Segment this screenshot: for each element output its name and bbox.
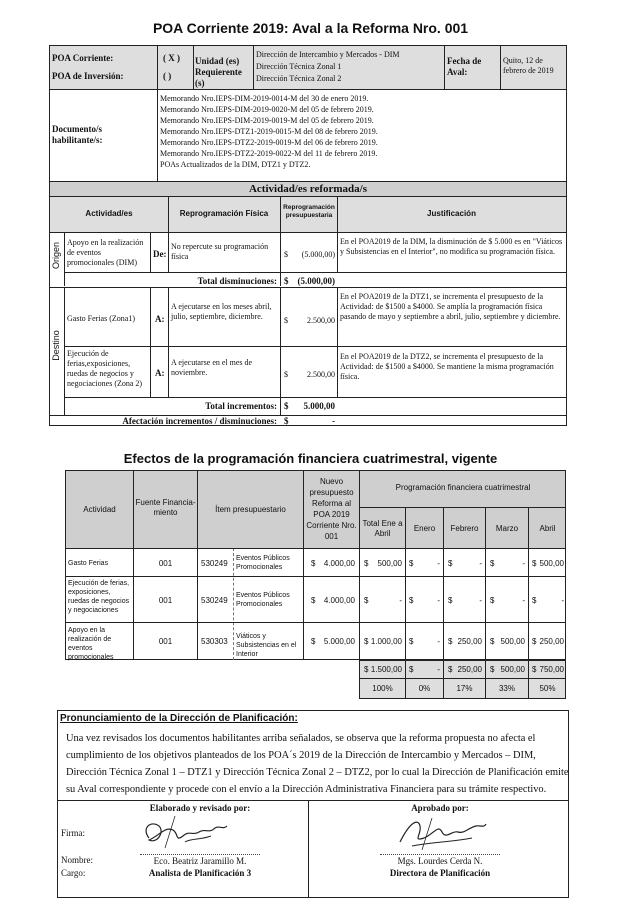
cell-currency: $ [364,637,369,646]
destino-fisica: A ejecutarse en los meses abril, julio, septiembre, diciembre. [171,302,272,321]
documento-line: Memorando Nro.IEPS-DIM-2019-0019-M del 05 de febrero 2019. [160,116,374,125]
total-marzo: 500,00 [500,665,525,674]
pronunciamiento-text [66,730,569,798]
cell-actividad: Ejecución de ferias, exposiciones, ruedas de negocios y negociaciones [68,580,130,614]
cell-total: 1.000,00 [370,637,402,646]
destino-tipo: A: [155,314,165,324]
total-abril: 750,00 [539,665,564,674]
total-febrero: 250,00 [457,665,482,674]
destino-fisica: A ejecutarse en el mes de noviembre. [171,358,253,377]
origen-fisica: No repercute su programación física [171,242,269,261]
nombre-label: Nombre: [61,855,93,865]
percent-enero: 0% [418,684,431,693]
cell-currency: $ [448,559,453,568]
total-currency: $ [490,665,495,674]
cell-currency: $ [490,637,495,646]
cell-abril: - [561,596,564,605]
fecha-label: Fecha de Aval: [447,56,482,77]
efectos-header-enero: Enero [413,524,436,533]
aprobado-title: Aprobado por: [411,803,469,813]
cargo-label: Cargo: [61,868,86,878]
cell-currency: $ [490,596,495,605]
cell-fuente: 001 [158,559,173,568]
efectos-header-abril: Abril [539,524,556,533]
aprobado-nombre: Mgs. Lourdes Cerda N. [397,856,483,866]
efectos-header-febrero: Febrero [450,524,479,533]
efectos-title: Efectos de la programación financiera cuatrimestral, vigente [123,451,498,466]
destino-justificacion: En el POA2019 de la DTZ2, se incrementa el presupuesto de la Actividad: de $1500 a $4000. Se mantiene la misma programación física. [340,352,554,381]
cell-marzo: - [522,559,525,568]
cell-currency: $ [409,596,414,605]
elaborado-nombre: Eco. Beatriz Jaramillo M. [153,856,247,866]
cell-item-name: Viáticos y Subsistencias en el Interior [236,633,297,658]
total-disminuciones: (5.000,00) [297,276,335,286]
poa-inversion-mark: ( ) [163,71,172,81]
cell-currency: $ [409,637,414,646]
cell-enero: - [437,596,440,605]
poa-corriente-mark: ( X ) [163,53,180,63]
pronunciamiento-line: cumplimiento de los objetivos planteados de los POA´s 2019 de la Dirección de Intercambio y Mercados – DIM, [66,750,536,761]
total-total: 1.500,00 [370,665,402,674]
pronunciamiento-line: su Aval correspondiente y procede con el envío a la Dirección Administrativa Financiera para su trámite respectivo. [66,784,547,795]
cell-nuevo: 4.000,00 [323,559,355,568]
cell-abril: 250,00 [539,637,564,646]
cell-currency: $ [532,559,537,568]
poa-inversion-label: POA de Inversión: [52,71,124,81]
documento-line: Memorando Nro.IEPS-DTZ2-2019-0019-M del 06 de febrero 2019. [160,138,378,147]
pronunciamiento-line: Una vez revisados los documentos habilitantes arriba señalados, se observa que la reforma propuesta no afecta el [66,733,536,744]
efectos-header-actividad: Actividad [83,505,116,514]
afectacion-label: Afectación incrementos / disminuciones: [122,416,277,426]
afectacion-moneda: $ [284,416,289,426]
origen-justificacion: En el POA2019 de la DIM, la disminución de $ 5.000 es en "Viáticos y Subsistencias en el Interior", no modifica su programación física. [340,237,563,256]
cell-febrero: 250,00 [457,637,482,646]
cell-item-code: 530249 [201,596,228,605]
percent-abril: 50% [539,684,556,693]
cell-enero: - [437,559,440,568]
page-title: POA Corriente 2019: Aval a la Reforma Nro. 001 [152,20,469,36]
cell-currency: $ [311,559,316,568]
elaborado-signature [135,812,235,854]
cell-nuevo: 5.000,00 [323,637,355,646]
documento-line: Memorando Nro.IEPS-DIM-2019-0020-M del 05 de febrero 2019. [160,105,374,114]
cell-currency: $ [490,559,495,568]
cell-currency: $ [448,637,453,646]
cell-item-name: Eventos Públicos Promocionales [236,592,290,608]
total-incrementos-moneda: $ [284,401,289,411]
total-disminuciones-label: Total disminuciones: [197,276,277,286]
origen-actividad: Apoyo en la realización de eventos promocionales (DIM) [67,238,144,267]
total-disminuciones-moneda: $ [284,276,289,286]
cell-currency: $ [311,596,316,605]
unidad-line: Dirección de Intercambio y Mercados - DIM [256,50,400,59]
unidad-line: Dirección Técnica Zonal 1 [256,62,342,71]
total-currency: $ [532,665,537,674]
cell-abril: 500,00 [539,559,564,568]
cell-currency: $ [364,559,369,568]
cell-item-name: Eventos Públicos Promocionales [236,555,290,571]
cell-febrero: - [479,559,482,568]
cell-item-code: 530249 [201,559,228,568]
cell-total: - [399,596,402,605]
cell-marzo: 500,00 [500,637,525,646]
total-incrementos-label: Total incrementos: [205,401,277,411]
firma-label: Firma: [61,828,85,838]
cell-currency: $ [448,596,453,605]
cell-total: 500,00 [377,559,402,568]
pronunciamiento-line: Dirección Técnica Zonal 1 – DTZ1 y Dirección Técnica Zonal 2 – DTZ2, por lo cual la Dirección de Planificación emite [66,767,569,778]
cell-actividad: Gasto Ferias [68,560,109,567]
cell-currency: $ [364,596,369,605]
elaborado-title: Elaborado y revisado por: [149,803,251,813]
destino-justificacion: En el POA2019 de la DTZ1, se incrementa el presupuesto de la Actividad: de $1500 a $4000. Se amplía la programación física pasando de mayo y septiembre a abril, julio, septiembre y diciembre. [340,292,561,321]
col-header-fisica: Reprogramación Física [179,209,269,218]
documento-line: Memorando Nro.IEPS-DIM-2019-0014-M del 30 de enero 2019. [160,94,369,103]
col-header-justificacion: Justificación [427,209,476,218]
efectos-header-nuevo: Nuevo presupuesto Reforma al POA 2019 Corriente Nro. 001 [306,477,357,541]
documento-line: POAs Actualizados de la DIM, DTZ1 y DTZ2. [160,160,311,169]
total-currency: $ [448,665,453,674]
aprobado-signature [392,812,492,854]
cell-marzo: - [522,596,525,605]
col-header-presupuestaria: Reprogramación presupuestaria [283,204,335,219]
total-currency: $ [364,665,369,674]
documento-label: Documento/s habilitante/s: [52,124,103,145]
cell-nuevo: 4.000,00 [323,596,355,605]
destino-actividad: Gasto Ferias (Zona1) [67,314,135,323]
cell-febrero: - [479,596,482,605]
cell-currency: $ [532,637,537,646]
origen-monto: (5.000,00) [301,250,335,259]
destino-moneda: $ [284,316,288,325]
destino-actividad: Ejecución de ferias,exposiciones, ruedas de negocios y negociaciones (Zona 2) [67,349,143,388]
poa-corriente-label: POA Corriente: [52,53,114,63]
origen-label: Origen [51,242,61,270]
origen-tipo: De: [153,249,167,259]
origen-moneda: $ [284,250,288,259]
total-incrementos: 5.000,00 [303,401,335,411]
documento-line: Memorando Nro.IEPS-DTZ1-2019-0015-M del 08 de febrero 2019. [160,127,378,136]
pronunciamiento-title: Pronunciamiento de la Dirección de Planificación: [60,713,298,724]
efectos-header-marzo: Marzo [495,524,519,533]
fecha-value: Quito, 12 de febrero de 2019 [503,56,554,75]
total-currency: $ [409,665,414,674]
cell-actividad: Apoyo en la realización de eventos promocionales [68,627,114,661]
total-enero: - [437,665,440,674]
col-header-actividad: Actividad/es [85,209,133,218]
documento-line: Memorando Nro.IEPS-DTZ2-2019-0022-M del 11 de febrero 2019. [160,149,378,158]
destino-label: Destino [51,330,61,361]
cell-currency: $ [532,596,537,605]
destino-monto: 2.500,00 [307,370,335,379]
efectos-header-programacion: Programación financiera cuatrimestral [395,483,531,492]
unidad-line: Dirección Técnica Zonal 2 [256,74,342,83]
unidad-label: Unidad (es) Requierente (s) [195,56,242,88]
cell-enero: - [437,637,440,646]
percent-total: 100% [372,684,393,693]
destino-monto: 2.500,00 [307,316,335,325]
actividad-section-title: Actividad/es reformada/s [248,183,368,195]
percent-marzo: 33% [498,684,515,693]
cell-fuente: 001 [158,637,173,646]
cell-currency: $ [311,637,316,646]
cell-fuente: 001 [158,596,173,605]
efectos-header-item: Ítem presupuestario [215,505,286,514]
afectacion-value: - [332,416,335,426]
percent-febrero: 17% [456,684,473,693]
elaborado-cargo: Analista de Planificación 3 [148,868,252,878]
destino-moneda: $ [284,370,288,379]
destino-tipo: A: [155,368,165,378]
cell-item-code: 530303 [201,637,228,646]
efectos-header-total: Total Ene a Abril [362,519,403,538]
cell-currency: $ [409,559,414,568]
efectos-header-fuente: Fuente Financia- miento [135,498,196,517]
aprobado-cargo: Directora de Planificación [389,868,491,878]
